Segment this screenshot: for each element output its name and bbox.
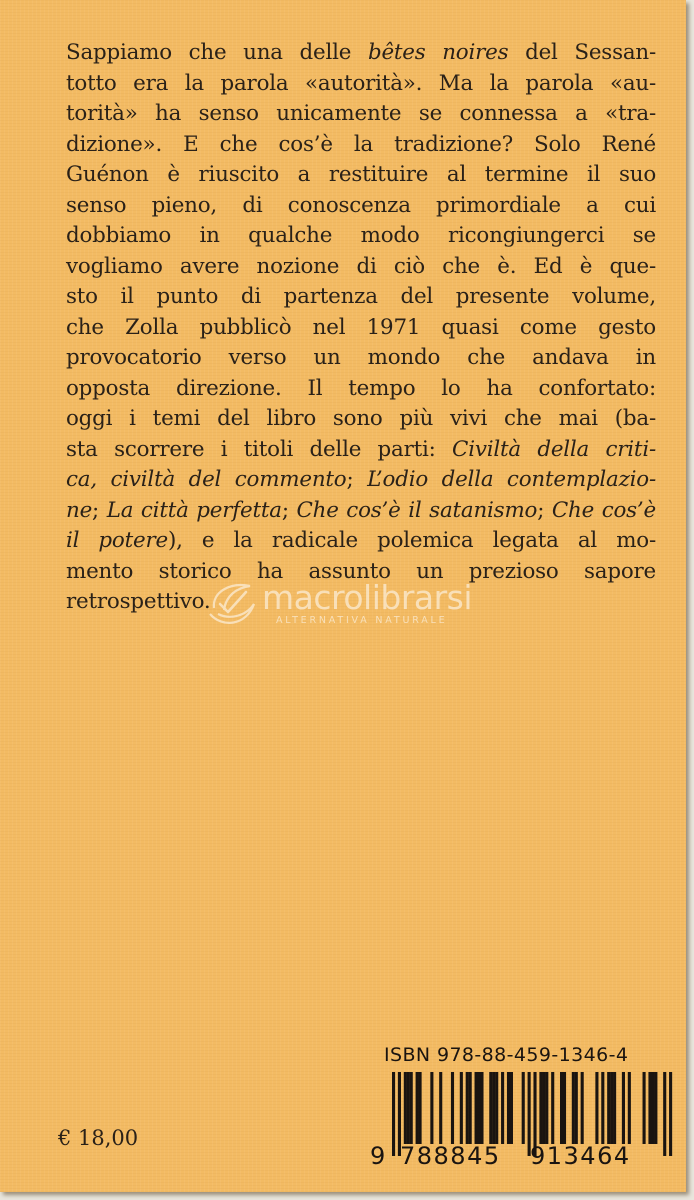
ean-first-digit: 9 (370, 1142, 386, 1170)
barcode-bar (466, 1072, 469, 1144)
barcode-bar (610, 1072, 613, 1144)
barcode-bar (643, 1072, 646, 1144)
price-label: € 18,00 (58, 1126, 139, 1150)
barcode-bar (477, 1072, 480, 1144)
blurb-line: Sappiamo che una delle bêtes noires del Sessan- (66, 40, 656, 65)
barcode-bar (439, 1072, 442, 1144)
watermark-tagline: ALTERNATIVA NATURALE (276, 615, 448, 626)
blurb-line: provocatorio verso un mondo che andava in (66, 345, 656, 370)
barcode-bar (563, 1072, 566, 1144)
barcode-bar (648, 1072, 651, 1144)
watermark-brand: macrolibrarsi (262, 578, 473, 617)
barcode-bar (572, 1072, 575, 1144)
blurb-line: Guénon è riuscito a restituire al termine il suo (66, 162, 656, 187)
blurb-text (66, 38, 656, 618)
blurb-line: mento storico ha assunto un prezioso sapore (66, 558, 656, 584)
barcode-bar (601, 1072, 604, 1144)
barcode-bar (542, 1072, 545, 1144)
barcode-bar (492, 1072, 495, 1144)
isbn-label: ISBN 978-88-459-1346-4 (384, 1044, 629, 1066)
barcode-bar (622, 1072, 625, 1144)
barcode-bar (410, 1072, 413, 1144)
barcode-bar (404, 1072, 407, 1144)
barcode-bar (480, 1072, 483, 1144)
barcode-bar (451, 1072, 454, 1144)
barcode-bar (522, 1072, 525, 1144)
blurb-line: sto il punto di partenza del presente volume, (66, 284, 656, 309)
blurb-line: il potere), e la radicale polemica legata al mo- (66, 528, 656, 553)
barcode-bar (407, 1072, 410, 1144)
barcode-bar (416, 1072, 419, 1144)
blurb-line: dizione». E che cos’è la tradizione? Solo René (66, 131, 656, 157)
barcode-bar (489, 1072, 492, 1144)
blurb-line: oggi i temi del libro sono più vivi che mai (ba- (66, 406, 656, 431)
barcode-block (370, 1044, 674, 1178)
blurb-line: dobbiamo in qualche modo ricongiungerci se (66, 223, 656, 248)
barcode-bar (628, 1072, 631, 1144)
barcode-bar (613, 1072, 616, 1144)
blurb-line: sta scorrere i titoli delle parti: Civiltà della criti- (66, 436, 656, 462)
blurb-line: vogliamo avere nozione di ciò che è. Ed è que- (66, 253, 656, 279)
barcode-bar (419, 1072, 422, 1144)
blurb-line: totto era la parola «autorità». Ma la parola «au- (66, 70, 656, 96)
barcode-bar (575, 1072, 578, 1144)
blurb-line: senso pieno, di conoscenza primordiale a cui (66, 192, 656, 218)
barcode-bar (510, 1072, 513, 1144)
ean-digits (370, 1142, 674, 1176)
barcode-bar (545, 1072, 548, 1144)
blurb-line: opposta direzione. Il tempo lo ha confortato: (66, 375, 656, 401)
barcode-bar (475, 1072, 478, 1144)
barcode-bar (469, 1072, 472, 1144)
barcode-bar (651, 1072, 654, 1144)
leaf-swoosh-icon (206, 580, 258, 628)
blurb-line: che Zolla pubblicò nel 1971 quasi come gesto (66, 314, 656, 340)
barcode-bar (551, 1072, 554, 1144)
barcode-bar (495, 1072, 498, 1144)
barcode-bar (560, 1072, 563, 1144)
ean-left-digits: 788845 (400, 1142, 501, 1170)
barcode-bar (654, 1072, 657, 1144)
barcode-bar (430, 1072, 433, 1144)
barcode-bar (539, 1072, 542, 1144)
blurb-line: ca, civiltà del commento; L’odio della contemplazio- (66, 467, 657, 492)
ean-right-digits: 913464 (530, 1142, 631, 1170)
barcode-bar (460, 1072, 463, 1144)
barcode-bar (501, 1072, 504, 1144)
watermark (206, 576, 506, 632)
blurb-line: retrospettivo. (66, 589, 211, 614)
barcode-bar (595, 1072, 598, 1144)
blurb-line: ne; La città perfetta; Che cos’è il satanismo; Che cos’è (66, 497, 656, 523)
barcode-bar (607, 1072, 610, 1144)
barcode-bar (507, 1072, 510, 1144)
barcode-bar (581, 1072, 584, 1144)
blurb-line: torità» ha senso unicamente se connessa a «tra- (66, 101, 656, 126)
